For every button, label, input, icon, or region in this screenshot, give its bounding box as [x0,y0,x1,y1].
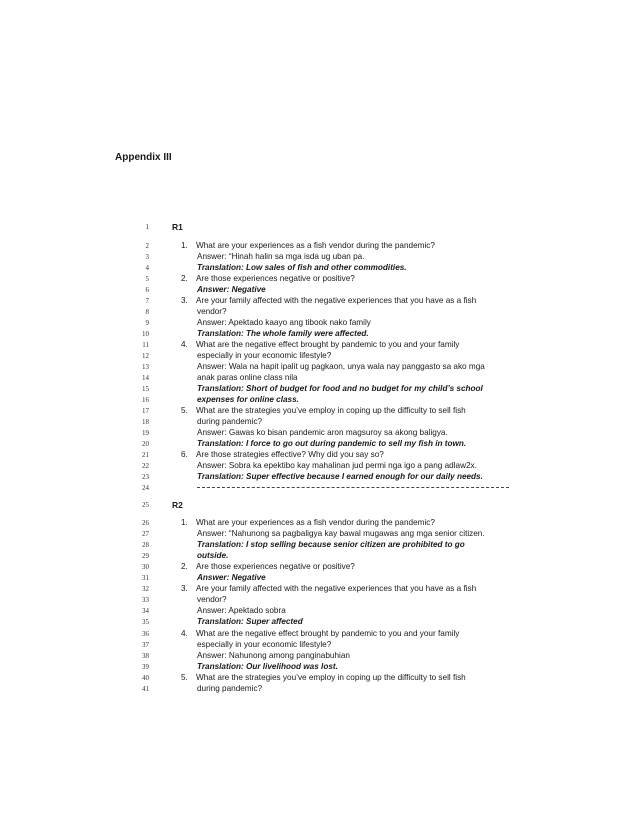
question-text [181,274,355,284]
transcript-line [0,573,638,583]
line-number: 38 [142,651,149,660]
question-number: 2. [181,274,188,283]
transcript-line [0,274,638,284]
line-number: 15 [142,385,149,393]
line-number: 34 [142,607,149,616]
answer-text: during pandemic? [197,417,263,426]
transcript-line [0,500,638,510]
line-number: 33 [142,596,149,605]
question-body: What are your experiences as a fish vendor during the pandemic? [196,518,435,527]
transcript-line [0,684,638,694]
line-number: 23 [142,473,149,481]
translation-text: Answer: Negative [197,285,266,294]
translation-text: Translation: Low sales of fish and other commodities. [197,263,407,272]
question-number: 2. [181,562,188,572]
line-number: 28 [142,541,149,550]
question-number: 5. [181,406,188,415]
line-number: 3 [145,253,149,261]
transcript-line [0,606,638,616]
line-number: 41 [142,684,149,693]
translation-text: expenses for online class. [197,395,299,404]
answer-text: Answer: Nahunong among panginabuhian [197,650,350,660]
answer-text: Answer: Wala na hapit ipalit ug pagkaon, unya wala nay panggasto sa ako mga [197,362,485,371]
transcript-line [0,595,638,605]
question-body: Are those strategies effective? Why did you say so? [196,450,384,459]
question-text [181,518,435,528]
line-number: 18 [142,418,149,426]
line-number: 35 [142,618,149,627]
transcript-line [0,263,638,273]
transcript-line [0,395,638,405]
question-number: 3. [181,296,188,305]
transcript-line [0,540,638,550]
transcript-line [0,450,638,460]
line-number: 5 [145,275,149,283]
line-number: 27 [142,530,149,539]
transcript-line [0,529,638,539]
question-body: What are your experiences as a fish vendor during the pandemic? [196,241,435,250]
translation-text: Translation: Super affected [197,617,303,627]
transcript-line [0,362,638,372]
line-number: 16 [142,396,149,404]
question-text [181,628,460,639]
line-number: 25 [142,501,149,509]
transcript-line [0,518,638,528]
transcript-line [0,384,638,394]
transcript-line [0,252,638,262]
line-number: 13 [142,363,149,371]
translation-text: Translation: I stop selling because senior citizen are prohibited to go [197,540,465,550]
line-number: 32 [142,585,149,594]
transcript-line [0,651,638,661]
line-number: 40 [142,673,149,682]
line-number: 12 [142,352,149,360]
transcript-line [0,318,638,328]
transcript-line [0,222,638,232]
question-text [181,296,477,306]
translation-text: Translation: Our livelihood was lost. [197,661,338,671]
transcript-line [0,241,638,251]
transcript-line [0,285,638,295]
transcript-line [0,617,638,627]
line-number: 17 [142,407,149,415]
line-number: 7 [145,297,149,305]
translation-text: Answer: Negative [197,573,266,583]
answer-text: especially in your economic lifestyle? [197,351,332,360]
question-number: 4. [181,628,188,638]
question-text [181,562,355,572]
transcript-line [0,406,638,416]
question-body: Are those experiences negative or positive? [196,562,355,572]
line-number: 8 [145,308,149,316]
line-number: 4 [145,264,149,272]
question-text [181,340,460,350]
question-body: What are the negative effect brought by pandemic to you and your family [196,340,460,349]
answer-text: Answer: “Nahunong sa pagbaligya kay bawal mugawas ang mga senior citizen. [197,529,485,539]
answer-text: vendor? [197,307,227,316]
line-number: 26 [142,519,149,527]
separator-rule [197,487,509,488]
line-number: 30 [142,563,149,572]
question-number: 1. [181,241,188,250]
question-body: Are those experiences negative or positive? [196,274,355,283]
question-text [181,450,384,460]
transcript-line [0,417,638,427]
line-number: 6 [145,286,149,294]
question-body: What are the strategies you’ve employ in coping up the difficulty to sell fish [196,406,466,415]
line-number: 14 [142,374,149,382]
answer-text: especially in your economic lifestyle? [197,639,332,649]
line-number: 19 [142,429,149,437]
appendix-heading: Appendix III [115,152,172,163]
question-body: Are your family affected with the negative experiences that you have as a fish [196,584,477,594]
transcript-line [0,551,638,561]
answer-text: anak paras online class nila [197,373,298,382]
transcript-line [0,329,638,339]
line-number: 11 [142,341,149,349]
transcript-line [0,472,638,482]
transcript-line [0,296,638,306]
question-body: What are the strategies you’ve employ in coping up the difficulty to sell fish [196,672,466,682]
line-number: 29 [142,552,149,561]
line-number: 37 [142,640,149,649]
line-number: 1 [145,223,149,231]
answer-text: during pandemic? [197,683,263,693]
translation-text: Translation: I force to go out during pandemic to sell my fish in town. [197,439,467,448]
transcript-line [0,439,638,449]
answer-text: Answer: Gawas ko bisan pandemic aron magsuroy sa akong baligya. [197,428,448,437]
transcript-line [0,673,638,683]
question-text [181,241,435,251]
line-number: 21 [142,451,149,459]
transcript-line [0,562,638,572]
transcript-line [0,307,638,317]
question-body: Are your family affected with the negative experiences that you have as a fish [196,296,477,305]
answer-text: Answer: Sobra ka epektibo kay mahalinan jud permi nga igo a pang adlaw2x. [197,461,477,470]
transcript-line [0,340,638,350]
transcript-line [0,373,638,383]
transcript-line [0,629,638,639]
line-number: 31 [142,574,149,583]
question-number: 4. [181,340,188,349]
line-number: 2 [145,242,149,250]
transcript-line [0,461,638,471]
question-body: What are the negative effect brought by pandemic to you and your family [196,628,460,638]
answer-text: Answer: Apektado kaayo ang tibook nako family [197,318,371,327]
question-text [181,672,466,683]
transcript-line [0,640,638,650]
question-text [181,406,466,416]
translation-text: Translation: Super effective because I earned enough for our daily needs. [197,472,483,481]
transcript-line [0,483,638,493]
question-number: 3. [181,584,188,594]
question-text [181,584,477,594]
question-number: 5. [181,672,188,682]
respondent-label: R2 [172,500,183,510]
question-number: 6. [181,450,188,459]
respondent-label: R1 [172,222,183,232]
question-number: 1. [181,518,188,527]
translation-text: outside. [197,551,229,561]
answer-text: vendor? [197,595,227,605]
transcript-line [0,584,638,594]
answer-text: Answer: “Hinah halin sa mga isda ug uban pa. [197,252,365,261]
transcript-line [0,428,638,438]
line-number: 39 [142,662,149,671]
answer-text: Answer: Apektado sobra [197,606,286,616]
line-number: 36 [142,629,149,638]
line-number: 20 [142,440,149,448]
line-number: 9 [145,319,149,327]
translation-text: Translation: The whole family were affected. [197,329,369,338]
line-number: 24 [142,484,149,492]
transcript-line [0,662,638,672]
translation-text: Translation: Short of budget for food and no budget for my child’s school [197,384,483,393]
line-number: 22 [142,462,149,470]
line-number: 10 [142,330,149,338]
transcript-line [0,351,638,361]
